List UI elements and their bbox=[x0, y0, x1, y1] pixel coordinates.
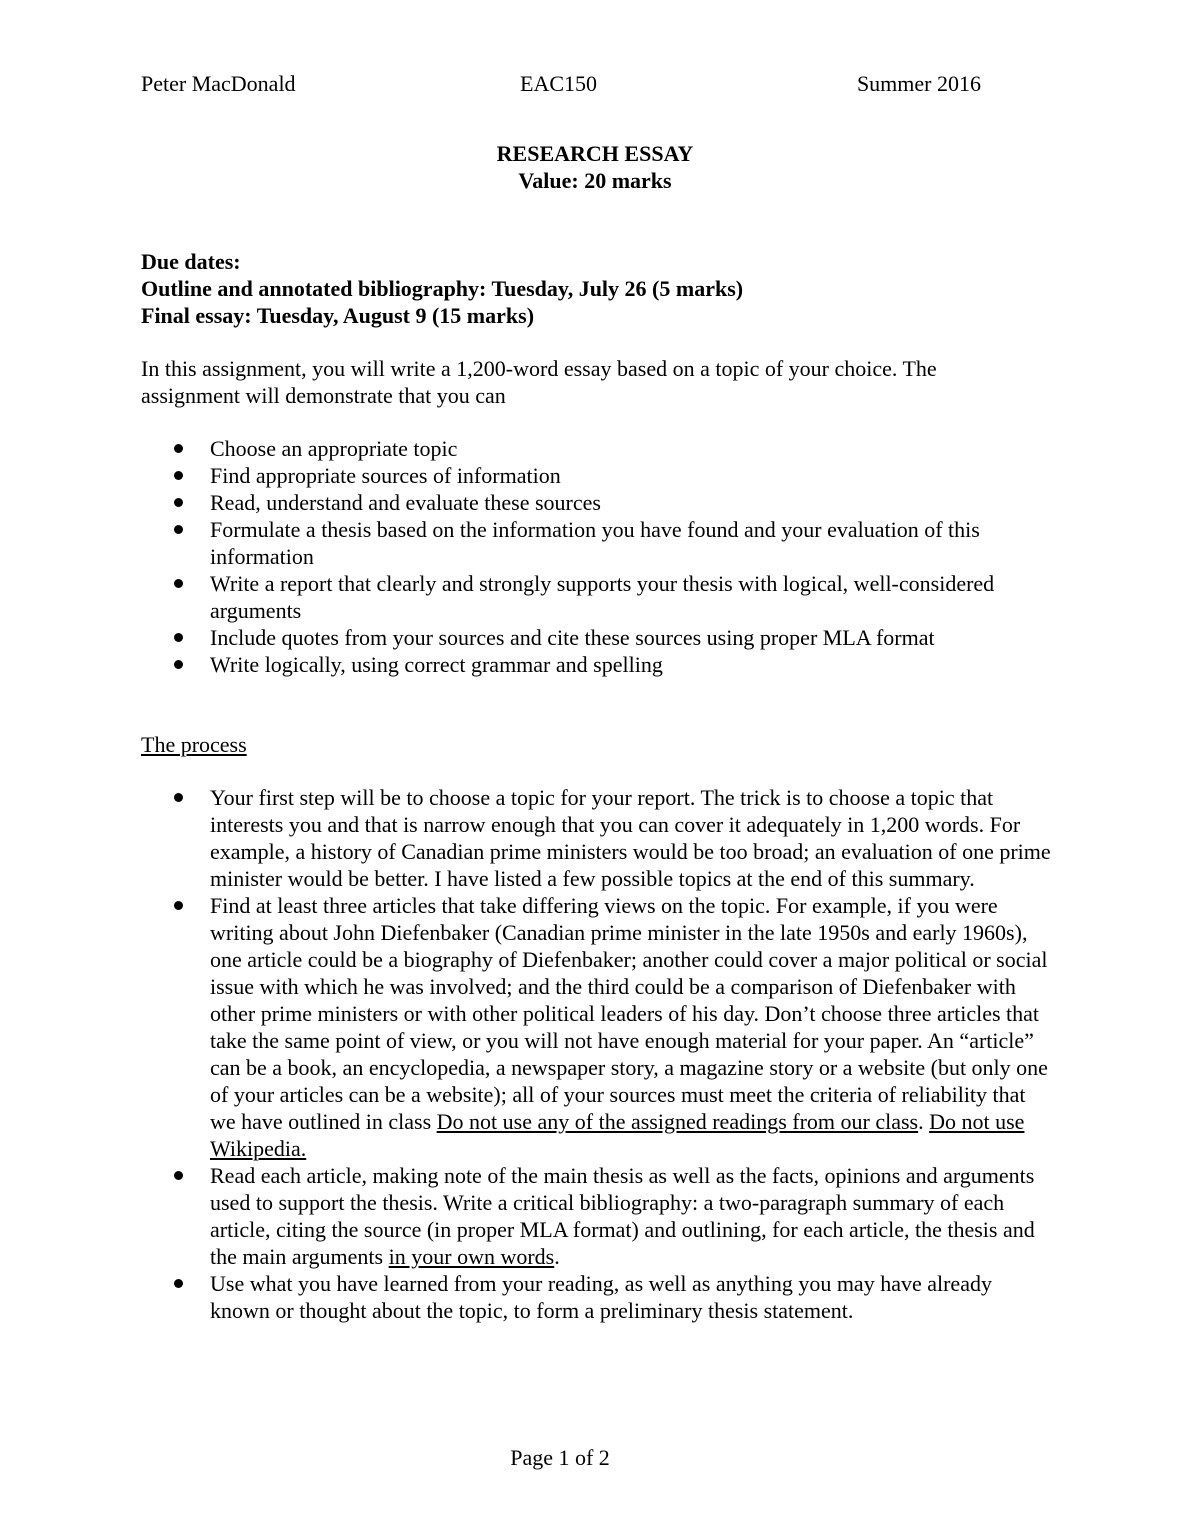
author-name: Peter MacDonald bbox=[141, 71, 296, 96]
process-step-1: Your first step will be to choose a topic for your report. The trick is to choose a topic that interests you and that is narrow enough that you can cover it adequately in 1,200 words. For example, a history of Canadian prime ministers would be too broad; an evaluation of one prime minister would be better. I have listed a few possible topics at the end of this summary. bbox=[141, 784, 1056, 892]
intro-paragraph: In this assignment, you will write a 1,200-word essay based on a topic of your choice. The assignment will demonstrate that you can bbox=[141, 356, 937, 408]
course-code: EAC150 bbox=[520, 71, 597, 96]
list-item: Include quotes from your sources and cite these sources using proper MLA format bbox=[141, 624, 1051, 651]
bullet-icon bbox=[174, 901, 183, 910]
bullet-icon bbox=[174, 633, 183, 642]
list-item: Read, understand and evaluate these sources bbox=[141, 489, 1051, 516]
list-item: Write a report that clearly and strongly supports your thesis with logical, well-considered arguments bbox=[141, 570, 1051, 624]
due-dates bbox=[141, 248, 1061, 329]
list-item: Formulate a thesis based on the information you have found and your evaluation of this information bbox=[141, 516, 1051, 570]
process-step-2: Find at least three articles that take differing views on the topic. For example, if you were writing about John Diefenbaker (Canadian prime minister in the late 1950s and early 1960s), one article could be a biography of Diefenbaker; another could cover a major political or social issue with which he was involved; and the third could be a comparison of Diefenbaker with other prime ministers or with other political leaders of his day. Don’t choose three articles that take the same point of view, or you will not have enough material for your paper. An “article” can be a book, an encyclopedia, a newspaper story, a magazine story or a website (but only one of your articles can be a website); all of your sources must meet the criteria of reliability that we have outlined in class Do not use any of the assigned readings from our class. Do not use Wikipedia. bbox=[141, 892, 1056, 1162]
list-item: Write logically, using correct grammar and spelling bbox=[141, 651, 1051, 678]
process-list bbox=[141, 784, 1056, 1324]
warning-assigned-readings: Do not use any of the assigned readings from our class bbox=[436, 1109, 919, 1134]
bullet-icon bbox=[174, 471, 183, 480]
bullet-icon bbox=[174, 444, 183, 453]
due-outline: Outline and annotated bibliography: Tuesday, July 26 (5 marks) bbox=[141, 276, 744, 301]
bullet-icon bbox=[174, 1171, 183, 1180]
bullet-icon bbox=[174, 579, 183, 588]
bullet-icon bbox=[174, 1279, 183, 1288]
emphasis-own-words: in your own words bbox=[388, 1244, 555, 1269]
document-value: Value: 20 marks bbox=[518, 168, 672, 193]
process-heading: The process bbox=[141, 732, 247, 757]
goals-list bbox=[141, 435, 1051, 678]
list-item: Find appropriate sources of information bbox=[141, 462, 1051, 489]
bullet-icon bbox=[174, 525, 183, 534]
process-step-3: Read each article, making note of the main thesis as well as the facts, opinions and arguments used to support the thesis. Write a critical bibliography: a two-paragraph summary of each article, citing the source (in proper MLA format) and outlining, for each article, the thesis and the main arguments in your own words. bbox=[141, 1162, 1056, 1270]
process-step-4: Use what you have learned from your reading, as well as anything you may have already known or thought about the topic, to form a preliminary thesis statement. bbox=[141, 1270, 1056, 1324]
bullet-icon bbox=[174, 660, 183, 669]
due-final: Final essay: Tuesday, August 9 (15 marks) bbox=[141, 303, 535, 328]
term: Summer 2016 bbox=[856, 71, 981, 96]
document-title: RESEARCH ESSAY bbox=[496, 141, 694, 166]
title-block bbox=[0, 140, 1190, 194]
bullet-icon bbox=[174, 498, 183, 507]
list-item: Choose an appropriate topic bbox=[141, 435, 1051, 462]
page-header bbox=[141, 70, 981, 97]
bullet-icon bbox=[174, 793, 183, 802]
due-dates-heading: Due dates: bbox=[141, 249, 241, 274]
page-number: Page 1 of 2 bbox=[510, 1445, 610, 1470]
warning-wikipedia: Do not use Wikipedia. bbox=[210, 1109, 1025, 1161]
